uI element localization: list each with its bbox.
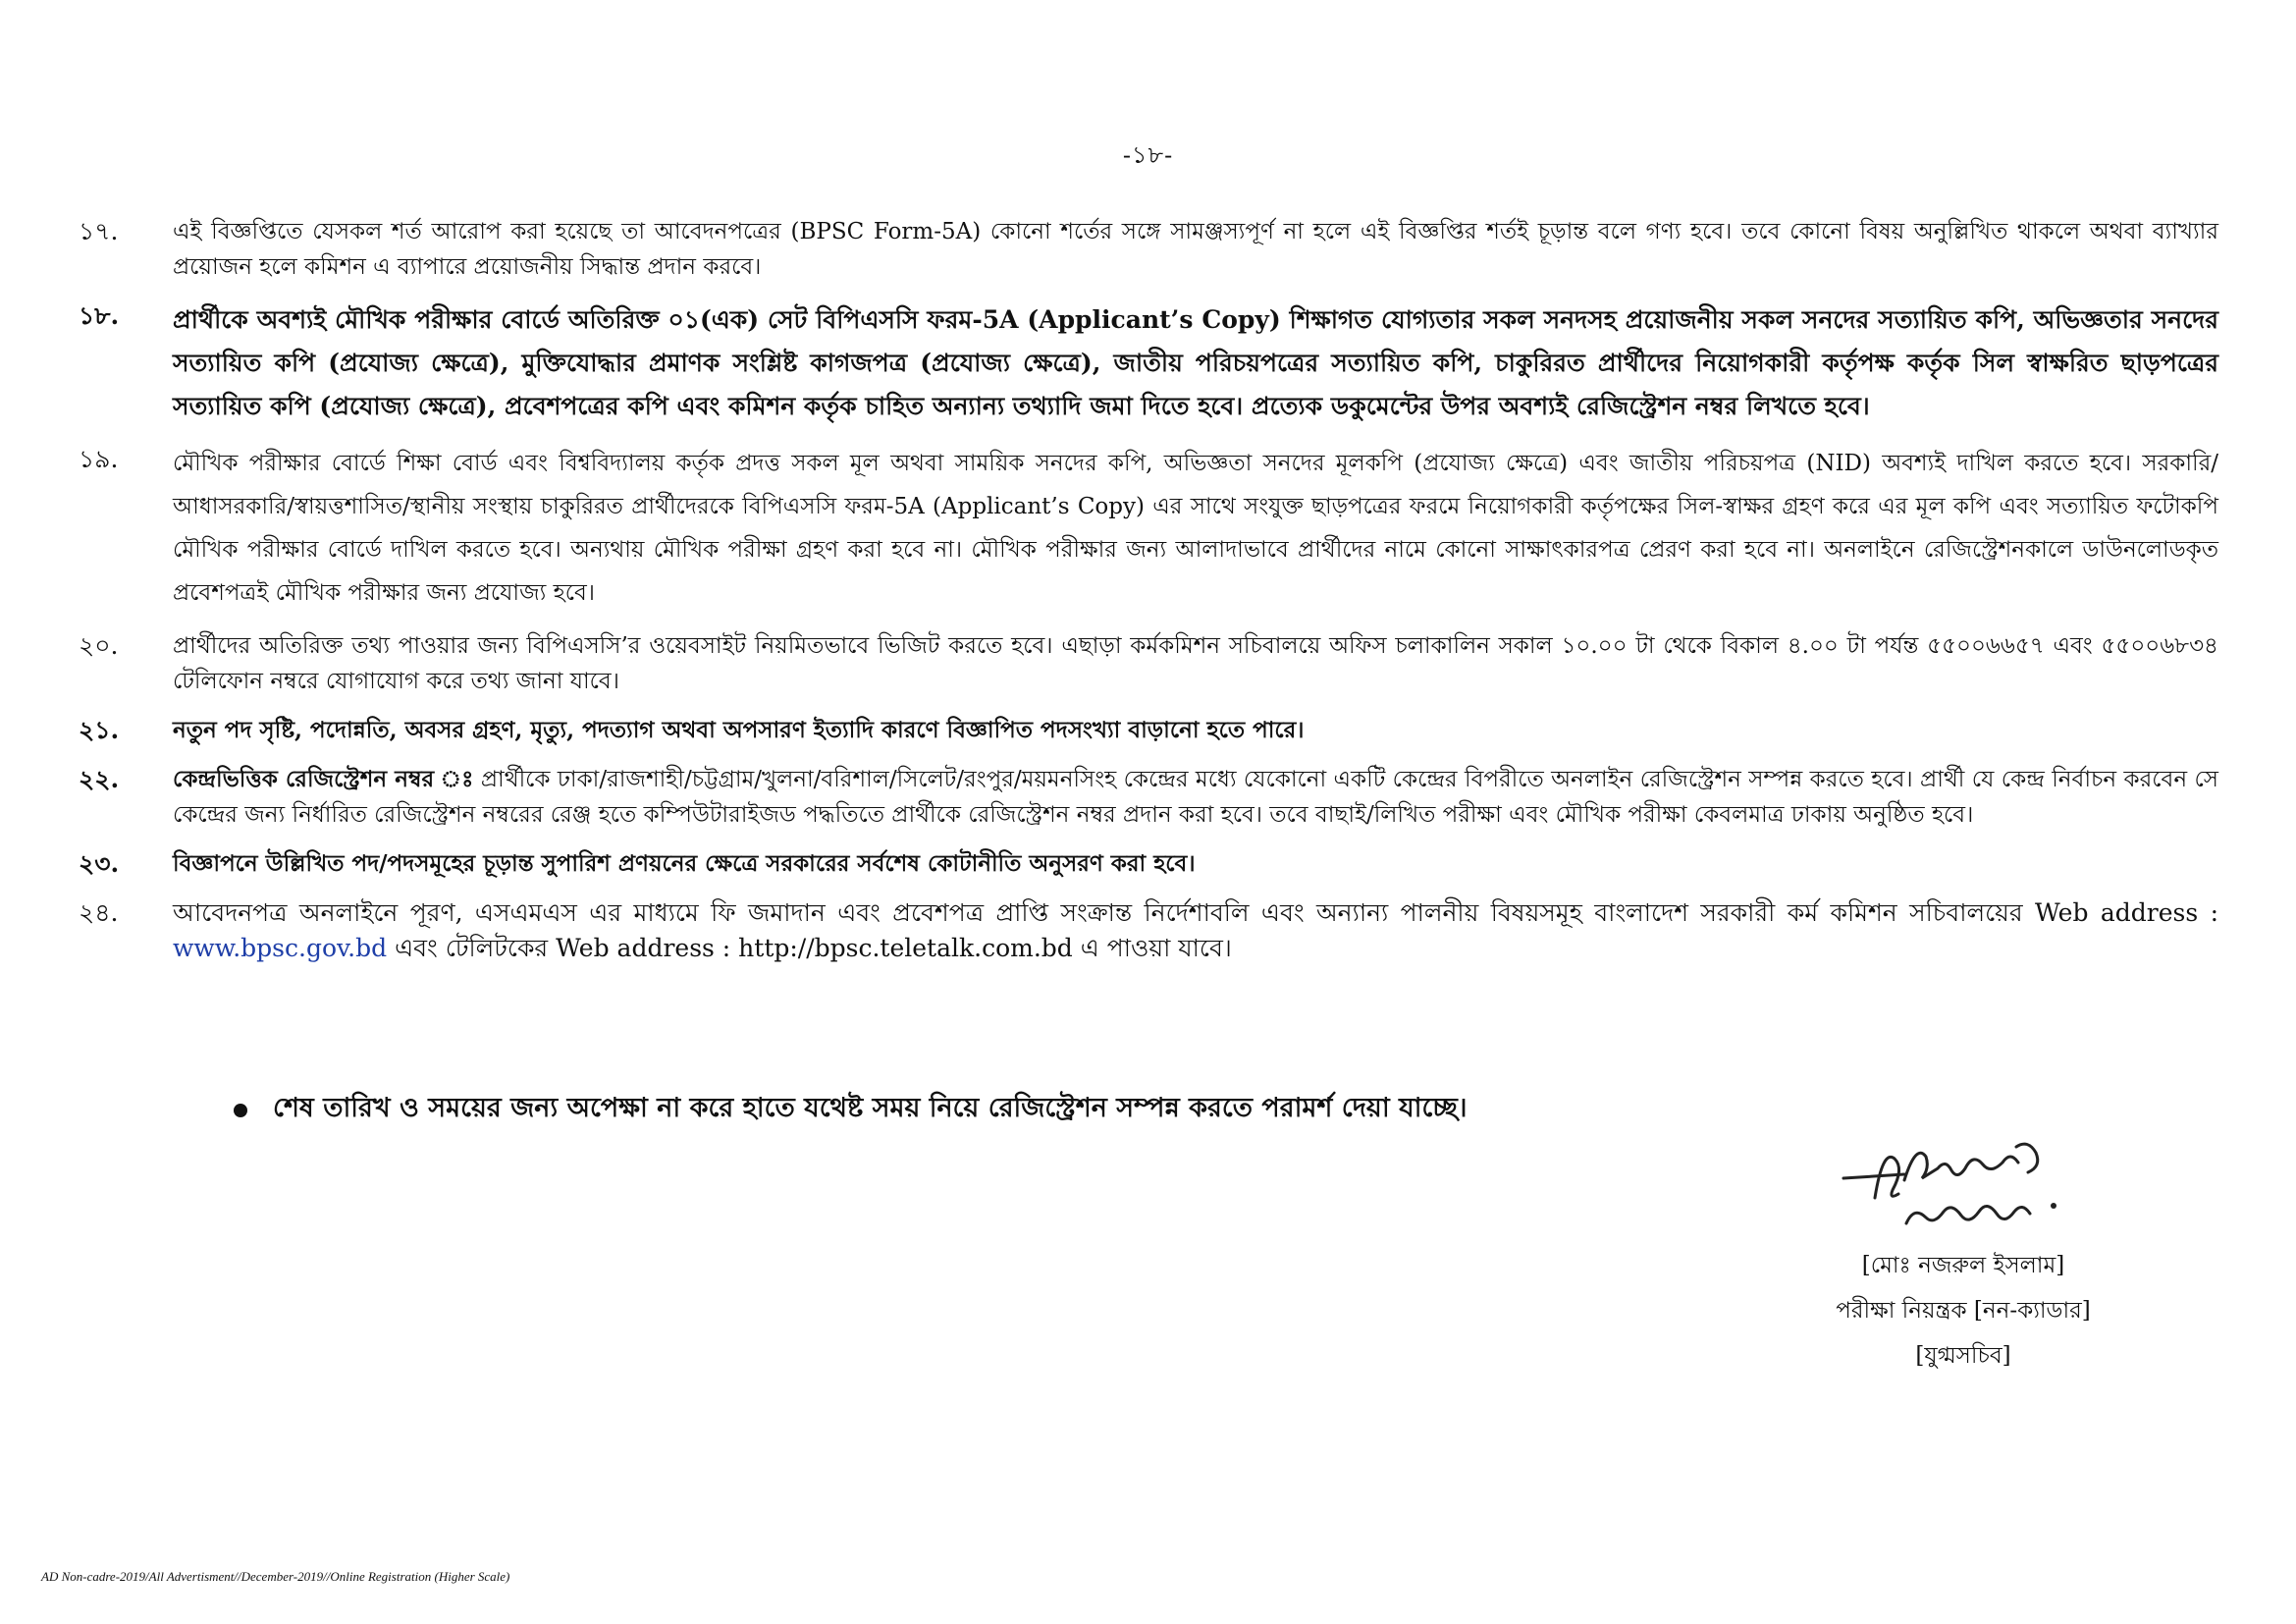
clause-24 (79, 895, 2218, 966)
clause-text: বিজ্ঞাপনে উল্লিখিত পদ/পদসমূহের চূড়ান্ত সুপারিশ প্রণয়নের ক্ষেত্রে সরকারের সর্বশেষ কোটানীতি অনুসরণ করা হবে। (173, 850, 1196, 877)
clause-text: নতুন পদ সৃষ্টি, পদোন্নতি, অবসর গ্রহণ, মৃত্যু, পদত্যাগ অথবা অপসারণ ইত্যাদি কারণে বিজ্ঞাপিত পদসংখ্যা বাড়ানো হতে পারে। (173, 717, 1305, 743)
signatory-name: [মোঃ নজরুল ইসলাম] (1861, 1253, 2065, 1278)
clause-number: ২০. (79, 631, 119, 660)
clause-number: ১৮. (79, 301, 120, 330)
advice-text: শেষ তারিখ ও সময়ের জন্য অপেক্ষা না করে হাতে যথেষ্ট সময় নিয়ে রেজিস্ট্রেশন সম্পন্ন করতে পরামর্শ দেয়া যাচ্ছে। (273, 1093, 1468, 1123)
clause-lead: কেন্দ্রভিত্তিক রেজিস্ট্রেশন নম্বর ঃ (173, 766, 474, 792)
clause-number: ২৩. (79, 849, 120, 878)
clause-number: ১৯. (79, 445, 119, 473)
clause-number: ২৪. (79, 898, 119, 927)
clause-21 (79, 713, 2218, 748)
page-number: -১৮- (1122, 141, 1174, 169)
clause-text: প্রার্থীদের অতিরিক্ত তথ্য পাওয়ার জন্য বিপিএসসি’র ওয়েবসাইট নিয়মিতভাবে ভিজিট করতে হবে। এছাড়া কর্মকমিশন সচিবালয়ে অফিস চলাকালিন সকাল ১০.০০ টা থেকে বিকাল ৪.০০ টা পর্যন্ত ৫৫০০৬৬৫৭ এবং ৫৫০০৬৮৩৪ টেলিফোন নম্বরে যোগাযোগ করে তথ্য জানা যাবে। (173, 633, 2218, 694)
bpsc-website-link[interactable]: www.bpsc.gov.bd (173, 934, 388, 962)
clause-text (173, 895, 2218, 966)
clause-list (79, 214, 2218, 980)
advice-bullet (234, 1088, 1468, 1132)
clause-19 (79, 442, 2218, 615)
bullet-icon (234, 1104, 247, 1117)
document-footer: AD Non-cadre-2019/All Advertisment//December-2019//Online Registration (Higher Scale) (41, 1569, 510, 1584)
clause-text (173, 762, 2218, 833)
signatory-designation: পরীক্ষা নিয়ন্ত্রক [নন-ক্যাডার] (1836, 1298, 2091, 1324)
clause-number: ২১. (79, 716, 120, 744)
clause-body: প্রার্থীকে ঢাকা/রাজশাহী/চট্টগ্রাম/খুলনা/বরিশাল/সিলেট/রংপুর/ময়মনসিংহ কেন্দ্রের মধ্যে যেকোনো একটি কেন্দ্রের বিপরীতে অনলাইন রেজিস্ট্রেশন সম্পন্ন করতে হবে। প্রার্থী যে কেন্দ্র নির্বাচন করবেন সে কেন্দ্রের জন্য নির্ধারিত রেজিস্ট্রেশন নম্বরের রেঞ্জ হতে কম্পিউটারাইজড পদ্ধতিতে প্রার্থীকে রেজিস্ট্রেশন নম্বর প্রদান করা হবে। তবে বাছাই/লিখিত পরীক্ষা এবং মৌখিক পরীক্ষা কেবলমাত্র ঢাকায় অনুষ্ঠিত হবে। (173, 767, 2218, 828)
clause-17 (79, 214, 2218, 285)
clause-text: মৌখিক পরীক্ষার বোর্ডে শিক্ষা বোর্ড এবং বিশ্ববিদ্যালয় কর্তৃক প্রদত্ত সকল মূল অথবা সাময়িক সনদের কপি, অভিজ্ঞতা সনদের মূলকপি (প্রযোজ্য ক্ষেত্রে) এবং জাতীয় পরিচয়পত্র (NID) অবশ্যই দাখিল করতে হবে। সরকারি/ আধাসরকারি/স্বায়ত্তশাসিত/স্থানীয় সংস্থায় চাকুরিরত প্রার্থীদেরকে বিপিএসসি ফরম-5A (Applicant’s Copy) এর সাথে সংযুক্ত ছাড়পত্রের ফরমে নিয়োগকারী কর্তৃপক্ষের সিল-স্বাক্ষর গ্রহণ করে এর মূল কপি এবং সত্যায়িত ফটোকপি মৌখিক পরীক্ষার বোর্ডে দাখিল করতে হবে। অন্যথায় মৌখিক পরীক্ষা গ্রহণ করা হবে না। মৌখিক পরীক্ষার জন্য আলাদাভাবে প্রার্থীদের নামে কোনো সাক্ষাৎকারপত্র প্রেরণ করা হবে না। অনলাইনে রেজিস্ট্রেশনকালে ডাউনলোডকৃত প্রবেশপত্রই মৌখিক পরীক্ষার জন্য প্রযোজ্য হবে। (173, 451, 2218, 606)
clause-22 (79, 762, 2218, 833)
clause-number: ১৭. (79, 217, 119, 245)
signatory-rank: [যুগ্মসচিব] (1915, 1343, 2011, 1369)
clause-text: এই বিজ্ঞপ্তিতে যেসকল শর্ত আরোপ করা হয়েছে তা আবেদনপত্রের (BPSC Form-5A) কোনো শর্তের সঙ্গে সামঞ্জস্যপূর্ণ না হলে এই বিজ্ঞপ্তির শর্তই চূড়ান্ত বলে গণ্য হবে। তবে কোনো বিষয় অনুল্লিখিত থাকলে অথবা ব্যাখ্যার প্রয়োজন হলে কমিশন এ ব্যাপারে প্রয়োজনীয় সিদ্ধান্ত প্রদান করবে। (173, 219, 2218, 280)
clause-body-end: এবং টেলিটকের Web address : http://bpsc.teletalk.com.bd এ পাওয়া যাবে। (395, 934, 1232, 962)
clause-23 (79, 846, 2218, 882)
signature-block (1747, 1129, 2179, 1379)
clause-18 (79, 298, 2218, 428)
clause-number: ২২. (79, 765, 120, 793)
clause-20 (79, 628, 2218, 699)
handwritten-signature (1836, 1129, 2091, 1237)
clause-text: প্রার্থীকে অবশ্যই মৌখিক পরীক্ষার বোর্ডে অতিরিক্ত ০১(এক) সেট বিপিএসসি ফরম-5A (Applicant’s Copy) শিক্ষাগত যোগ্যতার সকল সনদসহ প্রয়োজনীয় সকল সনদের সত্যায়িত কপি, অভিজ্ঞতার সনদের সত্যায়িত কপি (প্রযোজ্য ক্ষেত্রে), মুক্তিযোদ্ধার প্রমাণক সংশ্লিষ্ট কাগজপত্র (প্রযোজ্য ক্ষেত্রে), জাতীয় পরিচয়পত্রের সত্যায়িত কপি, চাকুরিরত প্রার্থীদের নিয়োগকারী কর্তৃপক্ষ কর্তৃক সিল স্বাক্ষরিত ছাড়পত্রের সত্যায়িত কপি (প্রযোজ্য ক্ষেত্রে), প্রবেশপত্রের কপি এবং কমিশন কর্তৃক চাহিত অন্যান্য তথ্যাদি জমা দিতে হবে। প্রত্যেক ডকুমেন্টের উপর অবশ্যই রেজিস্ট্রেশন নম্বর লিখতে হবে। (173, 305, 2218, 420)
clause-body-start: আবেদনপত্র অনলাইনে পূরণ, এসএমএস এর মাধ্যমে ফি জমাদান এবং প্রবেশপত্র প্রাপ্তি সংক্রান্ত নির্দেশাবলি এবং অন্যান্য পালনীয় বিষয়সমূহ বাংলাদেশ সরকারী কর্ম কমিশন সচিবালয়ের Web address : (173, 898, 2218, 927)
